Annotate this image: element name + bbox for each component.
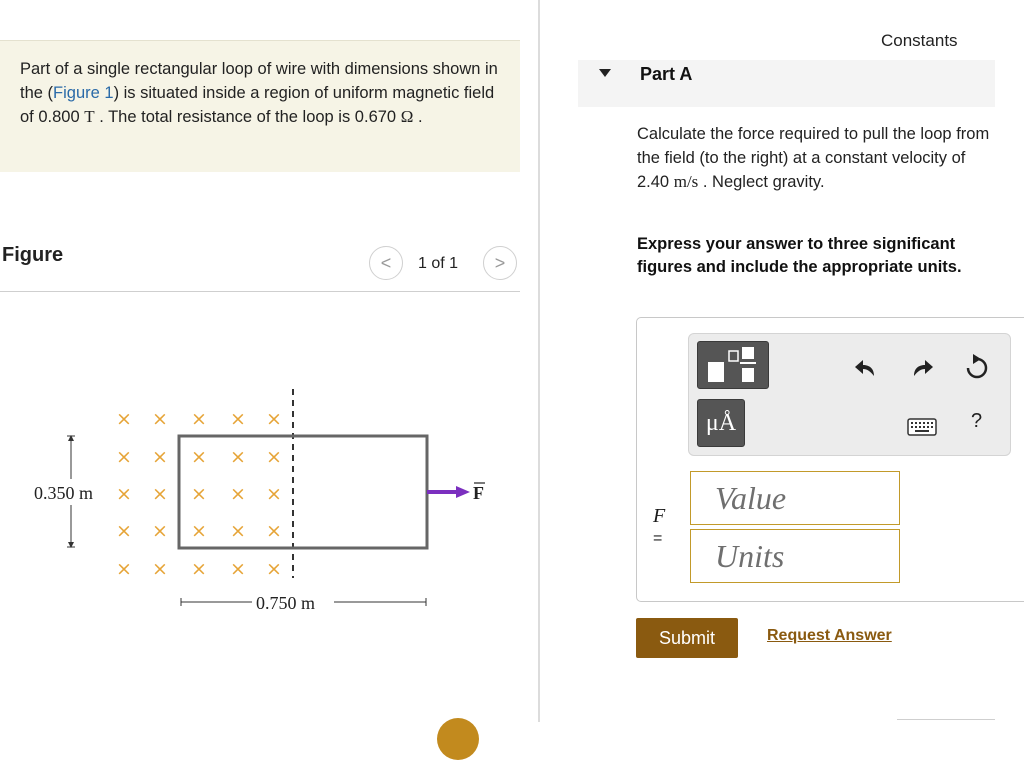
field-cross: × [152, 483, 168, 505]
figure-title: Figure [2, 244, 64, 266]
value-input[interactable]: Value [690, 471, 900, 525]
field-cross: × [230, 483, 246, 505]
field-cross: × [230, 520, 246, 542]
field-cross: × [230, 408, 246, 430]
template-button[interactable] [697, 341, 769, 389]
constants-link[interactable]: Constants [881, 31, 958, 50]
chevron-left-icon: < [380, 252, 392, 273]
field-cross: × [152, 520, 168, 542]
keyboard-icon[interactable] [907, 418, 937, 436]
field-cross: × [152, 446, 168, 468]
field-cross: × [191, 483, 207, 505]
field-cross: × [266, 558, 282, 580]
resistance-unit: Ω [400, 107, 414, 126]
figure-prev-button[interactable] [369, 246, 403, 280]
submit-button[interactable]: Submit [636, 618, 738, 658]
problem-text-part2: ) is situated inside a region of uniform magnetic field of 0.800 [20, 83, 495, 126]
field-cross: × [116, 558, 132, 580]
figure-header-rule [0, 291, 520, 292]
question-text [637, 122, 997, 194]
loop-figure [0, 300, 520, 620]
field-cross: × [266, 483, 282, 505]
chevron-right-icon: > [494, 252, 506, 273]
question-part1: Calculate the force required to pull the loop from the field (to the right) at a constant velocity of 2.40 [637, 125, 990, 191]
logo-icon [437, 718, 479, 760]
problem-text-part1: Part of a single rectangular loop of wire with dimensions shown in the ( [20, 60, 498, 102]
equals-sign: = [653, 530, 663, 547]
question-part2: . Neglect gravity. [702, 173, 825, 191]
figure-next-button[interactable] [483, 246, 517, 280]
units-icon: μÅ [705, 409, 737, 436]
field-cross: × [191, 558, 207, 580]
field-cross: × [266, 520, 282, 542]
bottom-rule [897, 719, 995, 720]
request-answer-link[interactable]: Request Answer [767, 627, 892, 644]
velocity-unit: m/s [673, 172, 699, 191]
field-cross: × [191, 408, 207, 430]
field-cross: × [191, 520, 207, 542]
field-cross: × [116, 520, 132, 542]
fraction-template-icon [698, 342, 770, 390]
wire-loop [179, 436, 427, 548]
problem-text-part3: . The total resistance of the loop is 0.670 [99, 108, 397, 126]
field-cross: × [266, 408, 282, 430]
field-cross: × [230, 446, 246, 468]
help-button[interactable]: ? [971, 410, 983, 432]
field-cross: × [152, 558, 168, 580]
field-cross: × [116, 446, 132, 468]
width-label: 0.750 m [256, 593, 316, 613]
magnetic-field-crosses [116, 408, 282, 580]
field-cross: × [230, 558, 246, 580]
field-unit: T [84, 107, 95, 126]
problem-text-part4: . [417, 108, 423, 126]
problem-text [20, 58, 500, 130]
panel-divider [538, 0, 540, 722]
undo-icon[interactable] [852, 354, 880, 382]
answer-variable: F [653, 505, 666, 527]
redo-icon[interactable] [908, 354, 936, 382]
force-arrow-head [456, 486, 470, 498]
force-label: F [473, 483, 484, 503]
reset-icon[interactable] [962, 353, 992, 383]
field-cross: × [266, 446, 282, 468]
figure-counter: 1 of 1 [418, 255, 459, 272]
field-cross: × [152, 408, 168, 430]
height-label: 0.350 m [34, 483, 94, 503]
collapse-triangle-icon[interactable] [599, 69, 611, 77]
field-cross: × [191, 446, 207, 468]
units-button[interactable] [697, 399, 745, 447]
units-input[interactable]: Units [690, 529, 900, 583]
field-cross: × [116, 483, 132, 505]
field-cross: × [116, 408, 132, 430]
answer-instructions: Express your answer to three significant figures and include the appropriate units. [637, 235, 962, 276]
figure-link[interactable]: Figure 1 [53, 83, 114, 102]
part-a-title: Part A [640, 64, 693, 84]
